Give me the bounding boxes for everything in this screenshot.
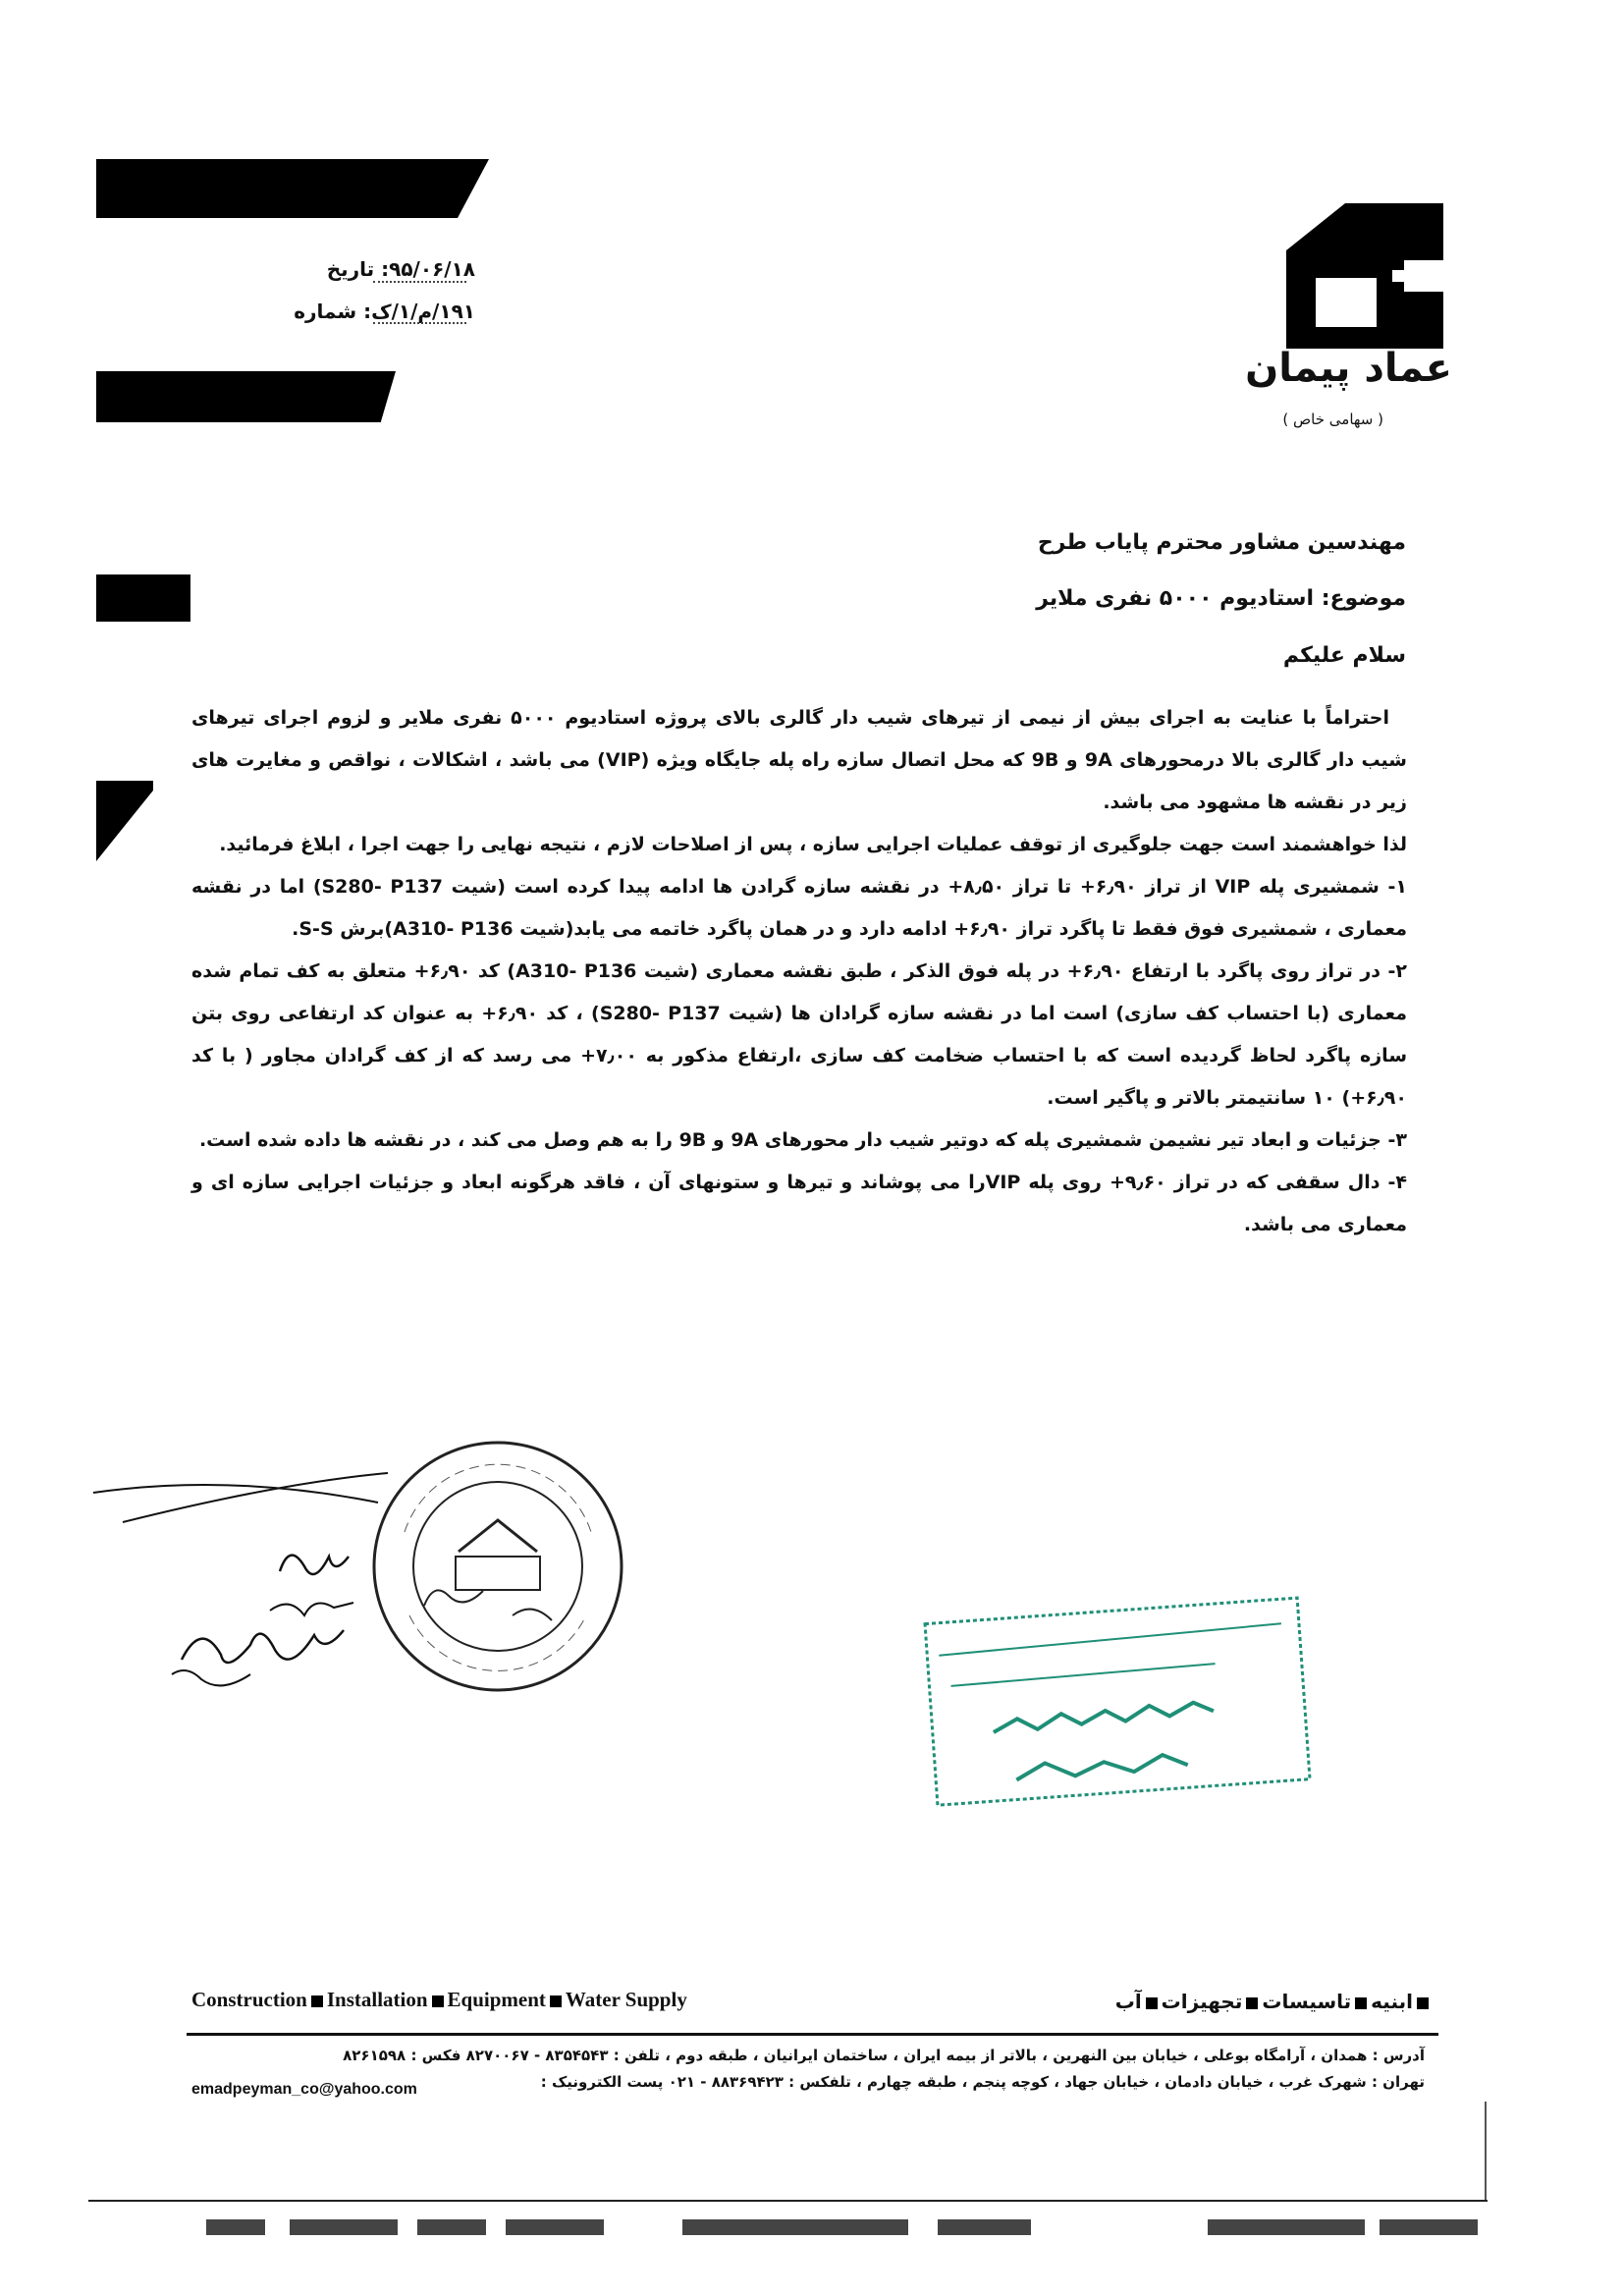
company-seal (365, 1434, 630, 1699)
letter-date: ۹۵/۰۶/۱۸: تاریخ (326, 257, 475, 281)
company-name: عماد پیمان (1245, 346, 1452, 391)
body-item-3: ۳- جزئیات و ابعاد تیر نشیمن شمشیری پله که دوتیر شیب دار محورهای 9A و 9B را به هم وصل می کند ، در نقشه ها داده شده است. (198, 1129, 1407, 1151)
received-stamp (923, 1596, 1316, 1807)
bullet-square-icon (1146, 1997, 1158, 2009)
footer-services-fa (942, 1990, 1433, 2013)
company-subtitle: ( سهامی خاص ) (1282, 410, 1383, 428)
bullet-square-icon (550, 1995, 562, 2007)
signature (83, 1463, 398, 1699)
fax-margin-line (1485, 2102, 1487, 2200)
redaction-bar (96, 781, 153, 861)
service-fa-2: تاسیسات (1262, 1990, 1352, 2013)
address-hamedan: آدرس : همدان ، آرامگاه بوعلی ، خیابان بین النهرین ، بالاتر از بیمه ایران ، ساختمان ایرانیان ، طبقه دوم ، تلفن : ۸۳۵۴۵۴۳ - ۸۲۷۰۰۶۷ فکس : ۸۲۶۱۵۹۸ (343, 2047, 1425, 2064)
fax-header-mirrored (206, 2215, 1483, 2241)
footer-email: emadpeyman_co@yahoo.com (191, 2081, 417, 2098)
body-item-2: ۲- در تراز روی پاگرد با ارتفاع ۶٫۹۰+ در پله فوق الذکر ، طبق نقشه معماری (شیت A310- P136) کد ۶٫۹۰+ متعلق به کف تمام شده معماری (با احتساب کف سازی) است اما در نقشه سازه گرادان ها (شیت S280- P137) ، کد ۶٫۹۰+ به عنوان کد ارتفاعی روی بتن سازه پاگرد لحاظ گردیده است که با احتساب ضخامت کف سازی ،ارتفاع مذکور به ۷٫۰۰+ می رسد که از کف گرادان مجاور ( با کد ۶٫۹۰+) ۱۰ سانتیمتر بالاتر و پاگیر است. (191, 960, 1408, 1109)
service-water-supply: Water Supply (565, 1988, 687, 2011)
service-equipment: Equipment (447, 1988, 546, 2011)
company-logo-icon (1276, 201, 1448, 349)
body-paragraph-request: لذا خواهشمند است جهت جلوگیری از توقف عملیات اجرایی سازه ، پس از اصلاحات لازم ، نتیجه نهایی را جهت اجرا ، ابلاغ فرمائید. (219, 834, 1407, 855)
number-dotted-line (373, 322, 466, 324)
redaction-bar (96, 371, 396, 422)
letter-body (191, 697, 1407, 1246)
service-construction: Construction (191, 1988, 307, 2011)
footer-services-en (191, 1988, 687, 2012)
bullet-square-icon (1417, 1997, 1429, 2009)
service-fa-3: تجهیزات (1161, 1990, 1243, 2013)
body-item-4: ۴- دال سقفی که در تراز ۹٫۶۰+ روی پله VIPرا می پوشاند و تیرها و ستونهای آن ، فاقد هرگونه ابعاد و جزئیات اجرایی سازه ای و معماری می باشد. (191, 1172, 1407, 1235)
bullet-square-icon (1246, 1997, 1258, 2009)
service-fa-4: آب (1114, 1990, 1142, 2013)
date-dotted-line (373, 281, 466, 283)
address-tehran: تهران : شهرک غرب ، خیابان دادمان ، خیابان جهاد ، کوچه پنجم ، طبقه چهارم ، تلفکس : ۸۸۳۶۹۴۲۳ - ۰۲۱ پست الکترونیک : (540, 2073, 1425, 2091)
fax-rule (88, 2200, 1488, 2202)
greeting: سلام علیکم (1282, 643, 1406, 668)
recipient: مهندسین مشاور محترم پایاب طرح (1037, 530, 1406, 555)
service-installation: Installation (326, 1988, 428, 2011)
body-paragraph-intro: احتراماً با عنایت به اجرای بیش از نیمی از تیرهای شیب دار گالری بالای پروژه استادیوم ۵۰۰۰ نفری ملایر و لزوم اجرای تیرهای شیب دار گالری بالا درمحورهای 9A و 9B که محل اتصال سازه راه پله جایگاه ویژه (VIP) می باشد ، اشکالات ، نواقص و مغایرت های زیر در نقشه ها مشهود می باشد. (191, 707, 1407, 813)
body-item-1: ۱- شمشیری پله VIP از تراز ۶٫۹۰+ تا تراز ۸٫۵۰+ در نقشه سازه گرادن ها ادامه پیدا کرده است (شیت S280- P137) اما در نقشه معماری ، شمشیری فوق فقط تا پاگرد تراز ۶٫۹۰+ ادامه دارد و در همان پاگرد خاتمه می یابد(شیت A310- P136)برش S-S. (191, 876, 1407, 940)
footer-divider (187, 2033, 1438, 2036)
subject: موضوع: استادیوم ۵۰۰۰ نفری ملایر (1036, 586, 1406, 611)
service-fa-1: ابنیه (1371, 1990, 1413, 2013)
letter-number: ۱۹۱/م/۱/ک: شماره (294, 300, 475, 323)
bullet-square-icon (311, 1995, 323, 2007)
bullet-square-icon (1355, 1997, 1367, 2009)
redaction-bar (96, 159, 489, 218)
redaction-bar (96, 574, 190, 622)
bullet-square-icon (432, 1995, 444, 2007)
